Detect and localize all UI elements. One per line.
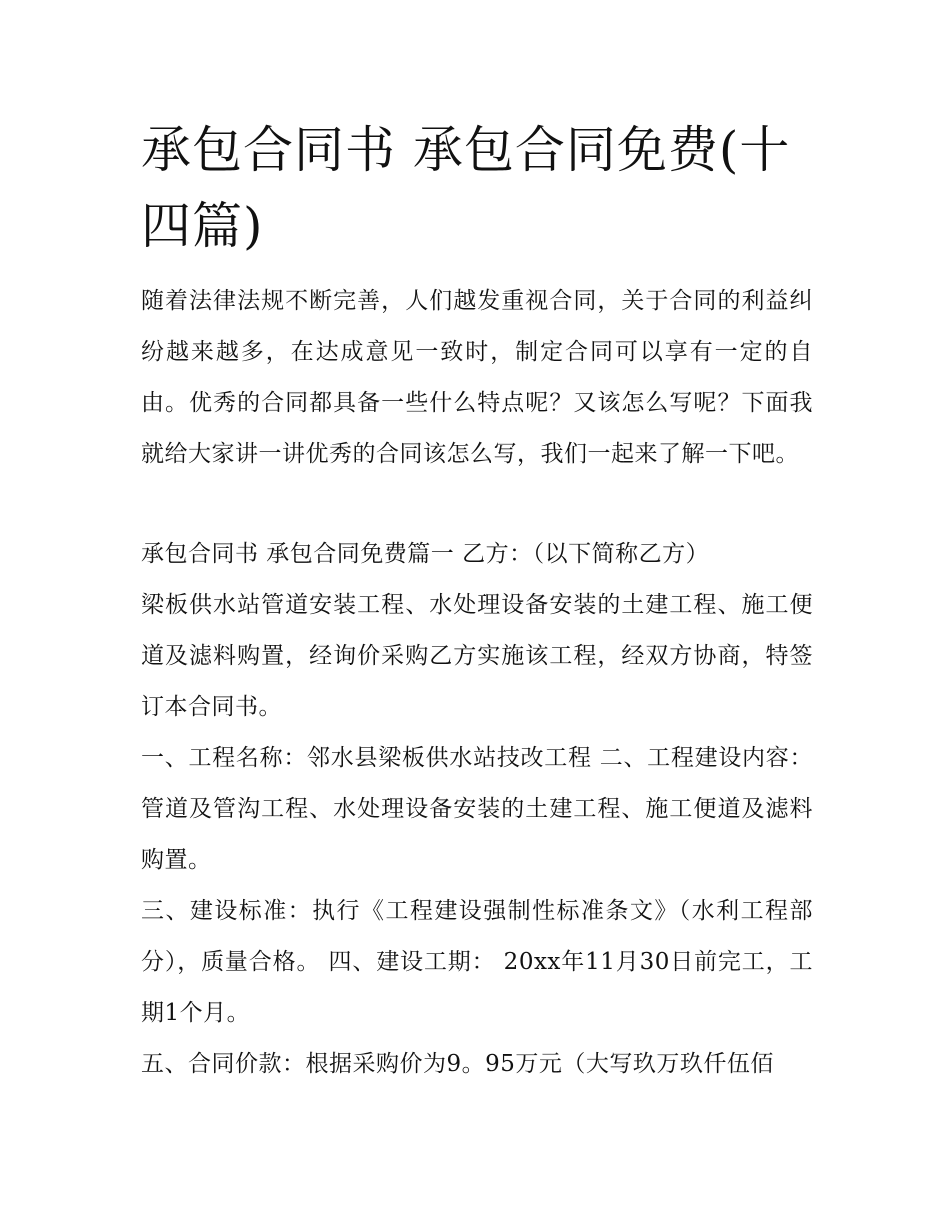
- clause-5-paragraph: 五、合同价款：根据采购价为9。95万元（大写玖万玖仟伍佰: [141, 1051, 774, 1077]
- clause-3-4-paragraph: 三、建设标准：执行《工程建设强制性标准条文》（水利工程部分），质量合格。 四、建设工期： 20xx年11月30日前完工，工期1个月。: [141, 898, 813, 1026]
- project-paragraph: 梁板供水站管道安装工程、水处理设备安装的土建工程、施工便道及滤料购置，经询价采购乙方实施该工程，经双方协商，特签订本合同书。: [141, 592, 813, 720]
- intro-paragraph: 随着法律法规不断完善，人们越发重视合同，关于合同的利益纠纷越来越多，在达成意见一致时，制定合同可以享有一定的自由。优秀的合同都具备一些什么特点呢？又该怎么写呢？下面我就给大家讲一讲优秀的合同该怎么写，我们一起来了解一下吧。: [141, 288, 813, 467]
- section-heading-1: 承包合同书 承包合同免费篇一 乙方：（以下简称乙方）: [141, 541, 710, 567]
- clause-1-2-paragraph: 一、工程名称：邻水县梁板供水站技改工程 二、工程建设内容：管道及管沟工程、水处理设备安装的土建工程、施工便道及滤料购置。: [141, 745, 813, 873]
- document-title: 承包合同书 承包合同免费(十四篇): [141, 121, 791, 255]
